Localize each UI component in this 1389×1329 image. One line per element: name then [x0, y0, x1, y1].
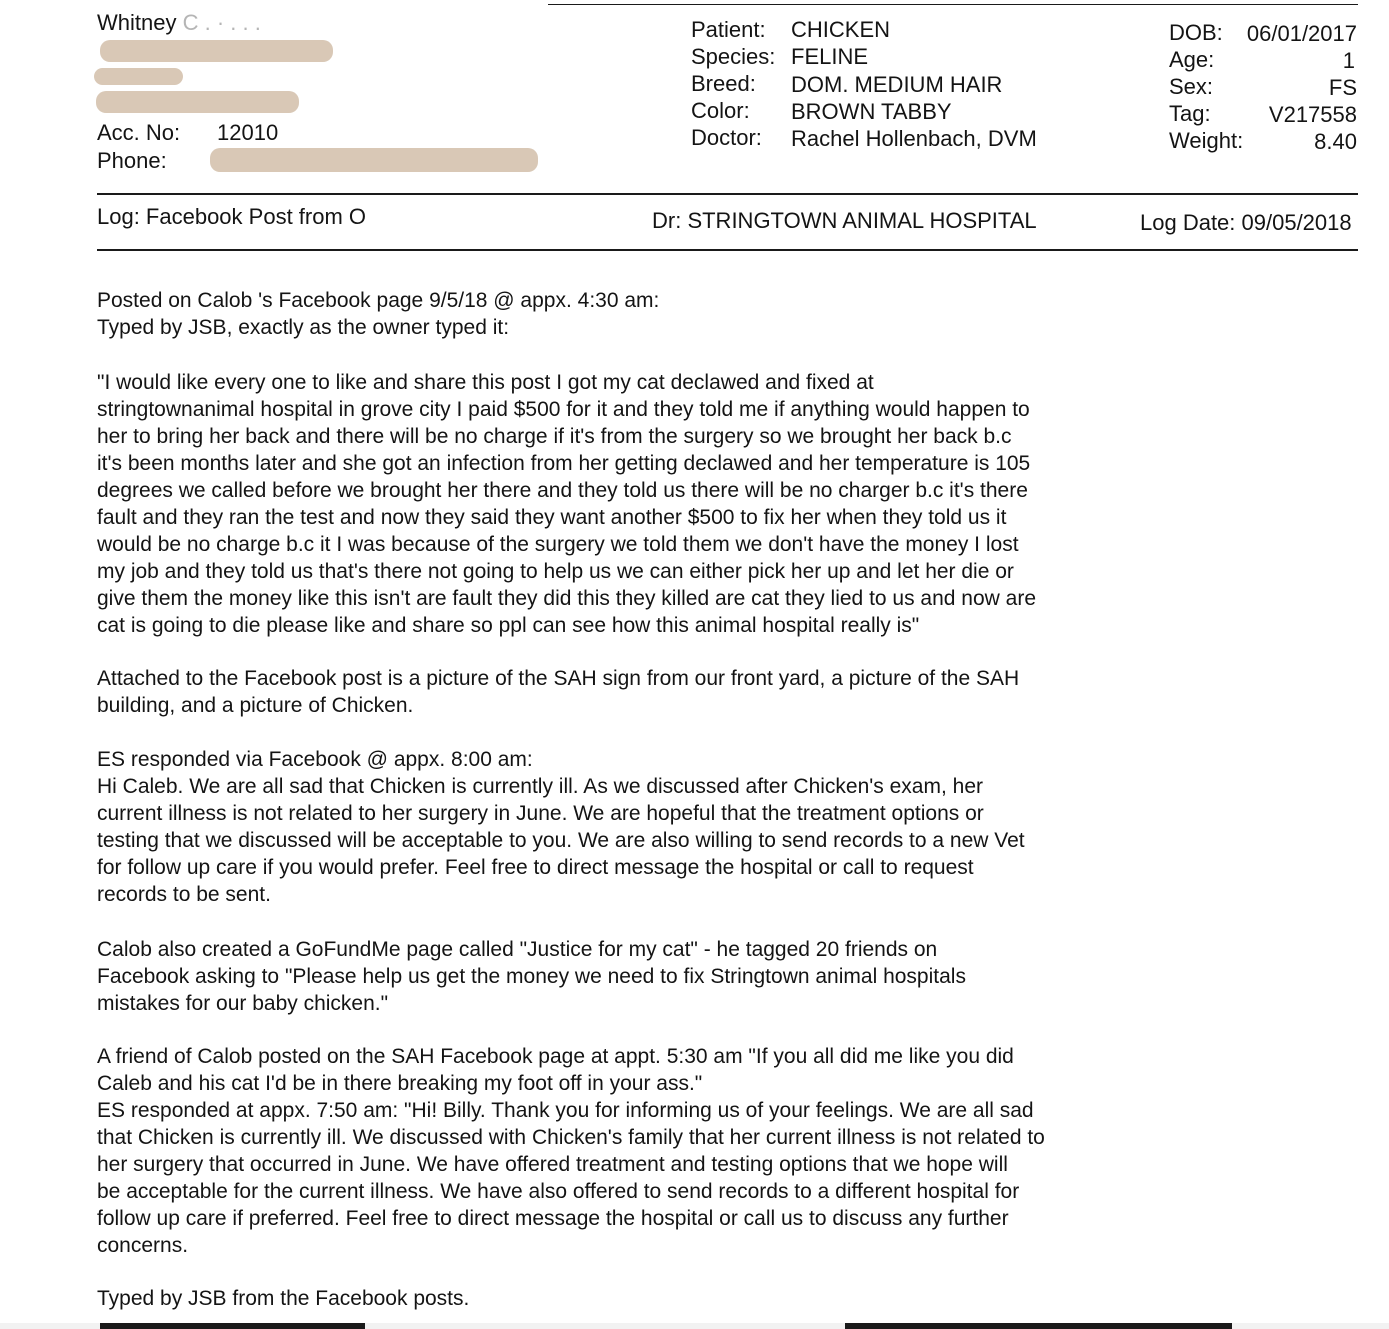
bottom-edge-gap	[365, 1323, 845, 1329]
phone-label: Phone:	[97, 148, 167, 173]
header-rule	[97, 193, 1358, 195]
paragraph-typed-by: Typed by JSB from the Facebook posts.	[97, 1287, 470, 1310]
color-label: Color:	[691, 98, 750, 123]
patient-label: Patient:	[691, 17, 766, 42]
dob-value: 06/01/2017	[1246, 21, 1357, 46]
dob-label: DOB:	[1169, 20, 1223, 45]
breed-value: DOM. MEDIUM HAIR	[791, 72, 1003, 97]
redacted-phone	[210, 148, 538, 172]
paragraph-gofundme: Calob also created a GoFundMe page called "Justice for my cat" - he tagged 20 friends on Facebook asking to "Please help us get the money we need to fix Stringtown animal hospitals mistakes for our baby chicken."	[97, 938, 966, 1015]
paragraph-es-response: ES responded via Facebook @ appx. 8:00 am: Hi Caleb. We are all sad that Chicken is currently ill. As we discussed after Chicken's exam, her current illness is not related to her surgery in June. We are hopeful that the treatment options or testing that we discussed will be acceptable to you. We are also willing to send records to a new Vet for follow up care if you would prefer. Feel free to direct message the hospital or call to request records to be sent.	[97, 748, 1025, 906]
age-label: Age:	[1169, 47, 1215, 72]
bottom-edge-gap	[1232, 1323, 1389, 1329]
log-doctor: Dr: STRINGTOWN ANIMAL HOSPITAL	[652, 208, 1037, 233]
paragraph-owner-post: "I would like every one to like and share this post I got my cat declawed and fixed at stringtownanimal hospital in grove city I paid $500 for it and they told me if anything would happen to her to bring her back and there will be no charge if it's from the surgery so we brought her back b.c it's been months later and she got an infection from her getting declawed and her temperature is 105 degrees we called before we brought her there and they told us there will be no charger b.c it's there fault and they ran the test and now they said they want another $500 to fix her when they told us it would be no charge b.c it I was because of the surgery we told them we don't have the money I lost my job and they told us that's there not going to help us we can either pick her up and let her die or give them the money like this isn't are fault they did this they killed are cat they lied to us and now are cat is going to die please like and share so ppl can see how this animal hospital really is"	[97, 371, 1037, 637]
patient-value: CHICKEN	[791, 17, 891, 42]
age-value: 1	[1342, 48, 1355, 73]
redacted-address-line-2	[94, 68, 183, 85]
weight-label: Weight:	[1169, 128, 1244, 153]
sex-label: Sex:	[1169, 74, 1214, 99]
color-value: BROWN TABBY	[791, 99, 952, 124]
top-rule	[548, 4, 1358, 5]
account-label: Acc. No:	[97, 120, 181, 145]
log-rule	[97, 249, 1358, 251]
redacted-address-line-1	[100, 40, 333, 62]
bottom-edge-gap	[0, 1323, 100, 1329]
species-value: FELINE	[791, 44, 869, 69]
weight-value: 8.40	[1314, 129, 1357, 154]
sex-value: FS	[1328, 75, 1357, 100]
account-number: 12010	[217, 120, 279, 145]
log-date: Log Date: 09/05/2018	[1140, 210, 1352, 235]
redacted-address-line-3	[96, 91, 299, 113]
owner-name: Whitney C . · . . .	[97, 10, 261, 35]
paragraph-friend-post: A friend of Calob posted on the SAH Facebook page at appt. 5:30 am "If you all did me like you did Caleb and his cat I'd be in there breaking my foot off in your ass." ES responded at appx. 7:50 am: "Hi! Billy. Thank you for informing us of your feelings. We are all sad that Chicken is currently ill. We discussed with Chicken's family that her current illness is not related to her surgery that occurred in June. We have offered treatment and testing options that we hope will be acceptable for the current illness. We have also offered to send records to a different hospital for follow up care if preferred. Feel free to direct message the hospital or call us to discuss any further concerns.	[97, 1045, 1045, 1257]
breed-label: Breed:	[691, 71, 756, 96]
log-title: Log: Facebook Post from O	[97, 204, 367, 229]
tag-value: V217558	[1268, 102, 1357, 127]
doctor-label: Doctor:	[691, 125, 762, 150]
paragraph-attachments: Attached to the Facebook post is a picture of the SAH sign from our front yard, a picture of the SAH building, and a picture of Chicken.	[97, 667, 1020, 717]
tag-label: Tag:	[1169, 101, 1211, 126]
doctor-value: Rachel Hollenbach, DVM	[791, 126, 1037, 151]
paragraph-posted-on: Posted on Calob 's Facebook page 9/5/18 @ appx. 4:30 am: Typed by JSB, exactly as the owner typed it:	[97, 289, 660, 339]
species-label: Species:	[691, 44, 776, 69]
